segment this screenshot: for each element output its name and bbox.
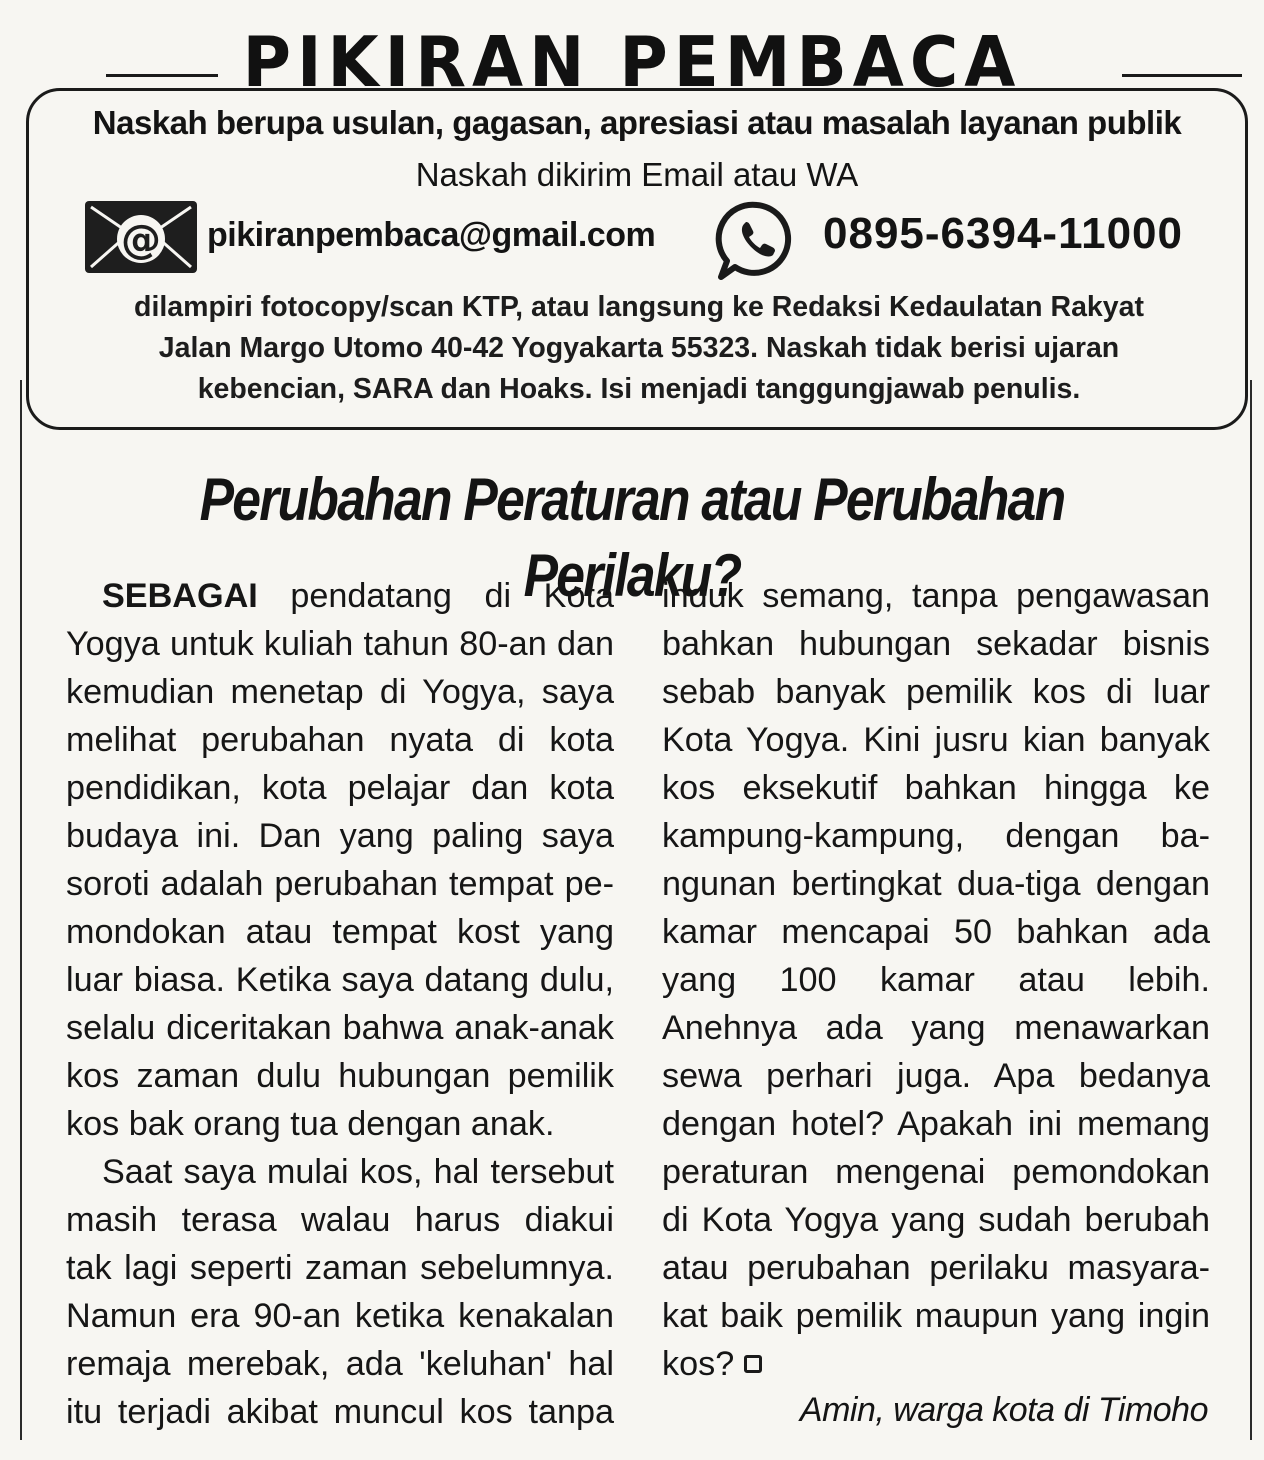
- email-address[interactable]: pikiranpembaca@gmail.com: [207, 216, 656, 254]
- end-of-article-icon: [744, 1355, 762, 1373]
- article-column-right: [662, 572, 1210, 1388]
- body-line: sebab banyak pemilik kos di luar: [662, 673, 1210, 711]
- body-line: kampung-kampung, dengan ba-: [662, 817, 1210, 855]
- body-line: yang 100 kamar atau lebih.: [662, 961, 1210, 999]
- body-line: sewa perhari juga. Apa bedanya: [662, 1057, 1210, 1095]
- body-line: soroti adalah perubahan tempat pe-: [66, 865, 614, 903]
- note-line: Jalan Margo Utomo 40-42 Yogyakarta 55323. Naskah tidak berisi ujaran: [158, 332, 1120, 364]
- frame-line-right: [1250, 380, 1252, 1440]
- frame-line-left: [20, 380, 22, 1440]
- body-line-final: kos?: [662, 1340, 1210, 1388]
- body-line: kemudian menetap di Yogya, saya: [66, 673, 614, 711]
- body-line: mondokan atau tempat kost yang: [66, 913, 614, 951]
- body-line: Anehnya ada yang menawarkan: [662, 1009, 1210, 1047]
- body-line: Namun era 90-an ketika kenakalan: [66, 1297, 614, 1335]
- masthead-rule-left: [106, 74, 218, 77]
- submission-method: Naskah dikirim Email atau WA: [415, 156, 859, 193]
- body-line: kos eksekutif bahkan hingga ke: [662, 769, 1210, 807]
- body-line: Kota Yogya. Kini jusru kian banyak: [662, 721, 1210, 759]
- submission-info-box: [26, 88, 1248, 430]
- whatsapp-number[interactable]: 0895-6394-11000: [823, 209, 1183, 258]
- email-envelope-icon: [85, 201, 197, 273]
- email-at-glyph: @: [121, 217, 161, 263]
- body-line: dengan hotel? Apakah ini memang: [662, 1105, 1210, 1143]
- masthead-rule-right: [1122, 74, 1242, 77]
- submission-topics: Naskah berupa usulan, gagasan, apresiasi atau masalah layanan publik: [92, 104, 1182, 141]
- body-line: tak lagi seperti zaman sebelumnya.: [66, 1249, 614, 1287]
- body-line: kos bak orang tua dengan anak.: [66, 1105, 555, 1143]
- body-line: SEBAGAI pendatang di Kota: [102, 577, 614, 615]
- body-line: pendidikan, kota pelajar dan kota: [66, 769, 614, 807]
- body-line: kamar mencapai 50 bahkan ada: [662, 913, 1210, 951]
- body-line: Saat saya mulai kos, hal tersebut: [102, 1153, 614, 1191]
- body-line: kos zaman dulu hubungan pemilik: [66, 1057, 614, 1095]
- article-column-left: [66, 572, 614, 1436]
- author-byline: Amin, warga kota di Timoho: [799, 1391, 1208, 1429]
- body-line: ngunan bertingkat dua-tiga dengan: [662, 865, 1210, 903]
- masthead-title: PIKIRAN PEMBACA: [242, 22, 1022, 103]
- body-line: remaja merebak, ada 'keluhan' hal: [66, 1345, 614, 1383]
- note-line: kebencian, SARA dan Hoaks. Isi menjadi tanggungjawab penulis.: [197, 373, 1081, 405]
- submission-note: [89, 287, 1189, 410]
- body-line: budaya ini. Dan yang paling saya: [66, 817, 614, 855]
- body-line: itu terjadi akibat muncul kos tanpa: [66, 1393, 614, 1431]
- body-line: peraturan mengenai pemondokan: [662, 1153, 1210, 1191]
- article-headline: Perubahan Peraturan atau Perubahan Perilaku?: [199, 466, 1065, 609]
- lead-word: SEBAGAI: [102, 577, 258, 615]
- body-line: melihat perubahan nyata di kota: [66, 721, 614, 759]
- body-line: masih terasa walau harus diakui: [66, 1201, 614, 1239]
- body-line: atau perubahan perilaku masyara-: [662, 1249, 1210, 1287]
- body-line: kat baik pemilik maupun yang ingin: [662, 1297, 1210, 1335]
- whatsapp-phone-icon: [715, 199, 799, 283]
- body-line: Yogya untuk kuliah tahun 80-an dan: [66, 625, 614, 663]
- body-line: selalu diceritakan bahwa anak-anak: [66, 1009, 614, 1047]
- contact-row: [29, 201, 1245, 281]
- note-line: dilampiri fotocopy/scan KTP, atau langsung ke Redaksi Kedaulatan Rakyat: [134, 291, 1144, 323]
- body-line: bahkan hubungan sekadar bisnis: [662, 625, 1210, 663]
- body-line: luar biasa. Ketika saya datang dulu,: [66, 961, 614, 999]
- body-line: induk semang, tanpa pengawasan: [662, 577, 1210, 615]
- body-line: di Kota Yogya yang sudah berubah: [662, 1201, 1210, 1239]
